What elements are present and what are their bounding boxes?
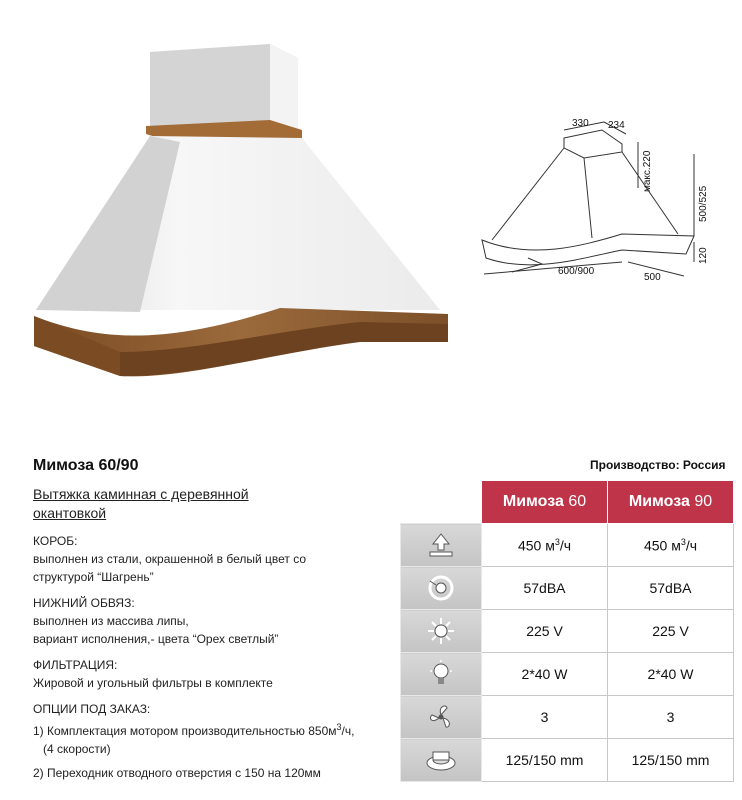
column-header-mimosa-60: Мимоза 60 — [482, 481, 608, 524]
cell-lamp-60: 2*40 W — [482, 653, 608, 696]
cell-airflow-90: 450 $м^3/ч$ — [608, 524, 734, 567]
production-country: Производство: Россия — [590, 458, 726, 472]
spec-table — [400, 480, 734, 782]
noise-icon — [401, 567, 482, 610]
dim-500: 500 — [644, 272, 661, 283]
cell-airflow-60: 450 $м^3/ч$ — [482, 524, 608, 567]
spec-head-filter: ФИЛЬТРАЦИЯ: — [33, 658, 118, 672]
dimension-scheme — [472, 112, 732, 292]
spec-line: вариант исполнения,- цвета “Орех светлый” — [33, 632, 279, 646]
product-subtitle: Вытяжка каминная с деревянной окантовкой — [33, 486, 249, 521]
cell-voltage-60: 225 V — [482, 610, 608, 653]
voltage-icon — [401, 610, 482, 653]
option-1: 1) Комплектация мотором производительностью $850м^3/ч$, — [33, 722, 355, 738]
table-row — [401, 739, 734, 782]
dim-234: 234 — [608, 120, 625, 131]
cell-voltage-90: 225 V — [608, 610, 734, 653]
airflow-icon — [401, 524, 482, 567]
spec-line: выполнен из массива липы, — [33, 614, 189, 628]
dim-120: 120 — [698, 247, 709, 264]
spec-description — [33, 532, 403, 782]
spec-head-frame: НИЖНИЙ ОБВЯЗ: — [33, 596, 135, 610]
dim-500-525: 500/525 — [698, 185, 709, 222]
column-header-mimosa-90: Мимоза 90 — [608, 481, 734, 524]
option-1-note: (4 скорости) — [43, 742, 111, 756]
hood-illustration — [30, 40, 460, 390]
dim-600-900: 600/900 — [558, 266, 595, 277]
cell-lamp-90: 2*40 W — [608, 653, 734, 696]
fan-speed-icon — [401, 696, 482, 739]
cell-speeds-90: 3 — [608, 696, 734, 739]
table-row — [401, 696, 734, 739]
dim-330: 330 — [572, 118, 589, 129]
cell-outlet-90: 125/150 mm — [608, 739, 734, 782]
options-head: ОПЦИИ ПОД ЗАКАЗ: — [33, 702, 151, 716]
spec-line: выполнен из стали, окрашенной в белый цвет со — [33, 552, 307, 566]
table-row — [401, 567, 734, 610]
cell-noise-60: 57dBA — [482, 567, 608, 610]
product-title: Мимоза 60/90 — [33, 457, 139, 474]
option-2: 2) Переходник отводного отверстия с 150 на 120мм — [33, 766, 321, 780]
lamp-icon — [401, 653, 482, 696]
spec-line: Жировой и угольный фильтры в комплекте — [33, 676, 273, 690]
dim-max-220: макс.220 — [642, 150, 653, 192]
table-row — [401, 524, 734, 567]
cell-noise-90: 57dBA — [608, 567, 734, 610]
spec-head-box: КОРОБ: — [33, 534, 78, 548]
table-row — [401, 653, 734, 696]
cell-speeds-60: 3 — [482, 696, 608, 739]
outlet-diameter-icon — [401, 739, 482, 782]
spec-line: структурой “Шагрень” — [33, 570, 154, 584]
cell-outlet-60: 125/150 mm — [482, 739, 608, 782]
table-corner — [401, 481, 482, 524]
table-row — [401, 610, 734, 653]
